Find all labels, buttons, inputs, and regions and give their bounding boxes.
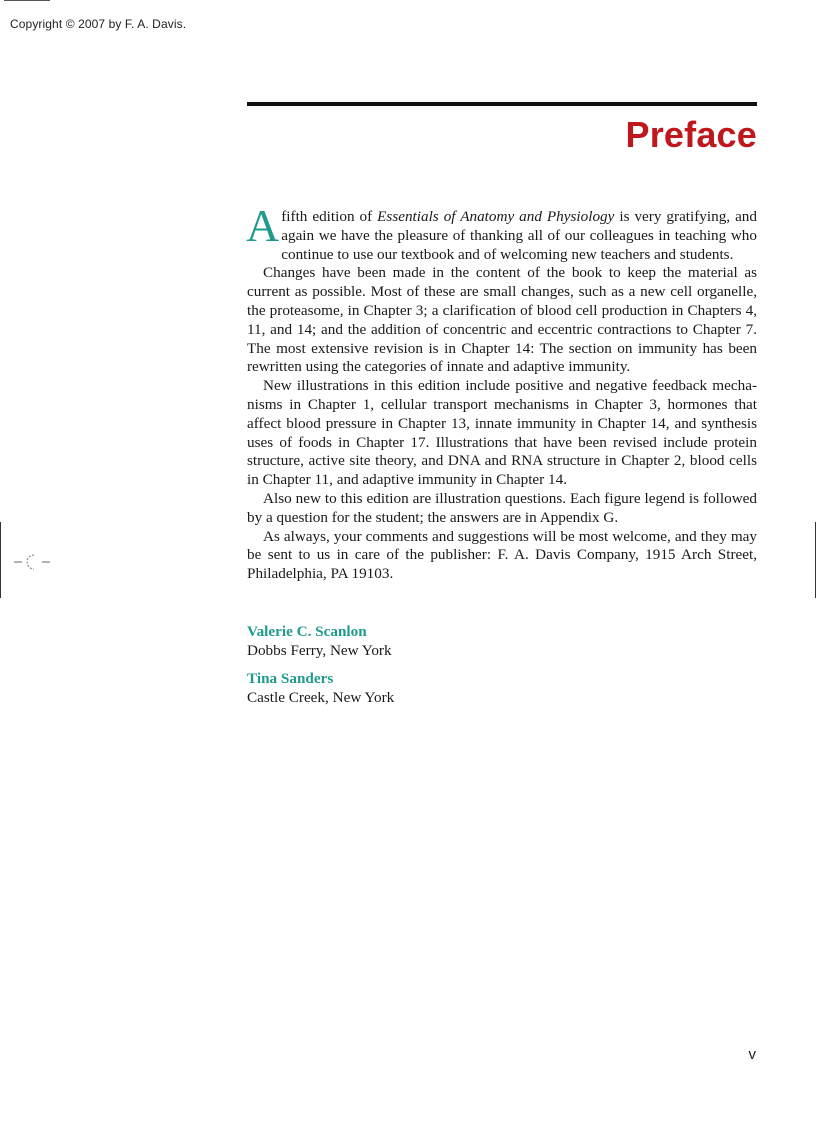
paragraph-3: New illustrations in this edition include positive and negative feedback mechanisms in Chapter 1, cellular transport mechanisms in Chapter 3, hormones that affect blood pressure in Chapter 13, innate immunity in Chapter 14, and synthesis uses of foods in Chapter 17. Illustrations that have been revised include protein structure, active site theory, and DNA and RNA structure in Chapter 2, blood cells in Chapter 11, and adaptive immunity in Chapter 14. [247, 377, 757, 489]
signature-2 [247, 669, 394, 707]
author-name: Valerie C. Scanlon [247, 623, 367, 640]
signature-1 [247, 622, 394, 660]
page-number: v [748, 1046, 756, 1063]
author-location: Castle Creek, New York [247, 689, 395, 706]
top-crop-mark [4, 0, 50, 1]
signatures [247, 622, 394, 716]
left-margin-line [0, 522, 1, 598]
book-title: Essentials of Anatomy and Physiology [377, 208, 615, 225]
page-title: Preface [625, 114, 757, 155]
paragraph-1 [246, 200, 757, 264]
drop-cap: A [246, 200, 280, 251]
author-name: Tina Sanders [247, 670, 334, 687]
registration-mark-icon [14, 552, 54, 572]
header-rule [247, 102, 757, 106]
paragraph-2: Changes have been made in the content of the book to keep the material as current as possible. Most of these are small changes, such as a new cell organelle, the proteasome, in Chapter 3; a clarification of blood cell production in Chapters 4, 11, and 14; and the addition of concentric and eccentric contractions to Chapter 7. The most extensive revision is in Chapter 14: The section on immunity has been rewritten using the categories of innate and adaptive immunity. [247, 264, 757, 376]
paragraph-4: Also new to this edition are illustration questions. Each figure legend is followed by a question for the student; the answers are in Appendix G. [247, 489, 757, 526]
preface-body [246, 200, 757, 584]
paragraph-1-intro: fifth edition of [281, 208, 378, 225]
copyright-notice: Copyright © 2007 by F. A. Davis. [10, 17, 187, 31]
paragraph-5: As always, your comments and suggestions will be most welcome, and they may be sent to us in care of the publisher: F. A. Davis Company, 1915 Arch Street, Philadelphia, PA 19103. [247, 527, 757, 583]
paragraph-1-rest: is very gratifying, and again we have the pleasure of thanking all of our colleagues in teaching who continue to use our textbook and of welcoming new teachers and students. [281, 208, 757, 263]
author-location: Dobbs Ferry, New York [247, 642, 392, 659]
